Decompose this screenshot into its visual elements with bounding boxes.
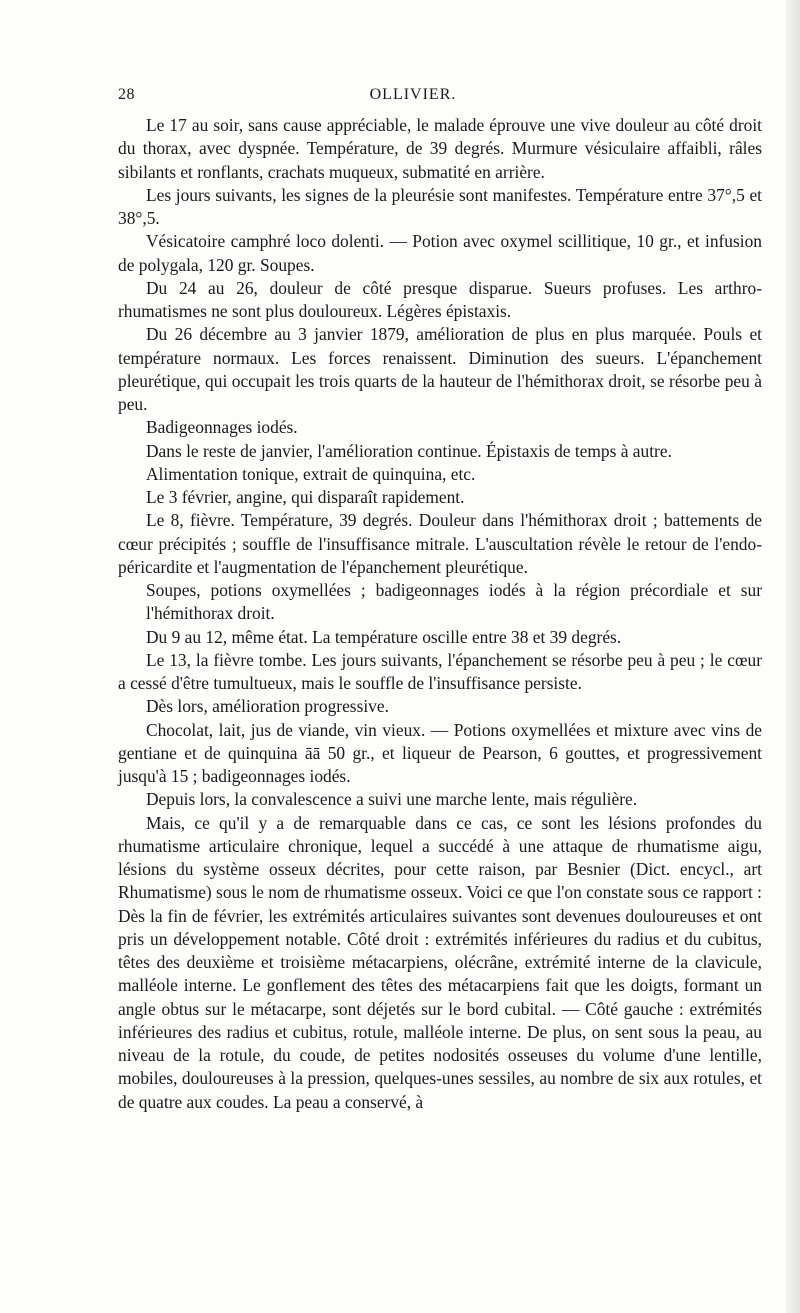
- paragraph-15: Chocolat, lait, jus de viande, vin vieux. — Potions oxymellées et mixture avec vins de gentiane et de quinquina āā 50 gr., et liqueur de Pearson, 6 gouttes, et progressivement jusqu'à 15 ; badigeonnages iodés.: [118, 719, 762, 786]
- body-text: [118, 114, 762, 1114]
- paragraph-14: Dès lors, amélioration progressive.: [146, 696, 389, 717]
- paragraph-5: Du 26 décembre au 3 janvier 1879, amélioration de plus en plus marquée. Pouls et température normaux. Les forces renaissent. Diminution des sueurs. L'épanchement pleurétique, qui occupait les trois quarts de la hauteur de l'hémithorax droit, se résorbe peu à peu.: [118, 324, 762, 414]
- paragraph-10: Le 8, fièvre. Température, 39 degrés. Douleur dans l'hémithorax droit ; battements de cœur précipités ; souffle de l'insuffisance mitrale. L'auscultation révèle le retour de l'endo-péricardite et l'augmentation de l'épanchement pleurétique.: [118, 510, 762, 577]
- paragraph-7: Dans le reste de janvier, l'amélioration continue. Épistaxis de temps à autre.: [146, 440, 672, 461]
- paragraph-17: Mais, ce qu'il y a de remarquable dans ce cas, ce sont les lésions profondes du rhumatisme articulaire chronique, lequel a succédé à une attaque de rhumatisme aigu, lésions du système osseux décrites, pour cette raison, par Besnier (Dict. encycl., art Rhumatisme) sous le nom de rhumatisme osseux. Voici ce que l'on constate sous ce rapport : Dès la fin de février, les extrémités articulaires suivantes sont devenues douloureuses et ont pris un développement notable. Côté droit : extrémités inférieures du radius et du cubitus, têtes des deuxième et troisième métacarpiens, olécrâne, extrémité interne de la clavicule, malléole interne. Le gonflement des têtes des métacarpiens fait que les doigts, formant un angle obtus sur le métacarpe, sont déjetés sur le bord cubital. — Côté gauche : extrémités inférieures des radius et cubitus, rotule, malléole interne. De plus, on sent sous la peau, au niveau de la rotule, du coude, de petites nodosités osseuses du volume d'une lentille, mobiles, douloureuses à la pression, quelques-unes sessiles, au nombre de six aux rotules, et de quatre aux coudes. La peau a conservé, à: [118, 812, 762, 1112]
- paragraph-6: Badigeonnages iodés.: [146, 417, 298, 438]
- paragraph-13: Le 13, la fièvre tombe. Les jours suivants, l'épanchement se résorbe peu à peu ; le cœur a cessé d'être tumultueux, mais le souffle de l'insuffisance persiste.: [118, 649, 762, 693]
- paragraph-3: Vésicatoire camphré loco dolenti. — Potion avec oxymel scillitique, 10 gr., et infusion de polygala, 120 gr. Soupes.: [118, 231, 762, 275]
- page-edge-shadow: [786, 0, 800, 1313]
- paragraph-4: Du 24 au 26, douleur de côté presque disparue. Sueurs profuses. Les arthro-rhumatismes ne sont plus douloureux. Légères épistaxis.: [118, 277, 762, 321]
- page-header: [118, 86, 708, 110]
- paragraph-2: Les jours suivants, les signes de la pleurésie sont manifestes. Température entre 37°,5 et 38°,5.: [118, 184, 762, 228]
- paragraph-12: Du 9 au 12, même état. La température oscille entre 38 et 39 degrés.: [146, 626, 622, 647]
- paragraph-8: Alimentation tonique, extrait de quinquina, etc.: [146, 463, 476, 484]
- page-number: 28: [118, 86, 135, 103]
- paragraph-16: Depuis lors, la convalescence a suivi une marche lente, mais régulière.: [146, 789, 638, 810]
- paragraph-9: Le 3 février, angine, qui disparaît rapidement.: [146, 487, 465, 507]
- paragraph-1: Le 17 au soir, sans cause appréciable, le malade éprouve une vive douleur au côté droit du thorax, avec dyspnée. Température, de 39 degrés. Murmure vésiculaire affaibli, râles sibilants et ronflants, crachats muqueux, submatité en arrière.: [118, 115, 762, 182]
- running-head: OLLIVIER.: [369, 86, 457, 103]
- paragraph-11: Soupes, potions oxymellées ; badigeonnages iodés à la région précordiale et sur l'hémithorax droit.: [146, 580, 762, 624]
